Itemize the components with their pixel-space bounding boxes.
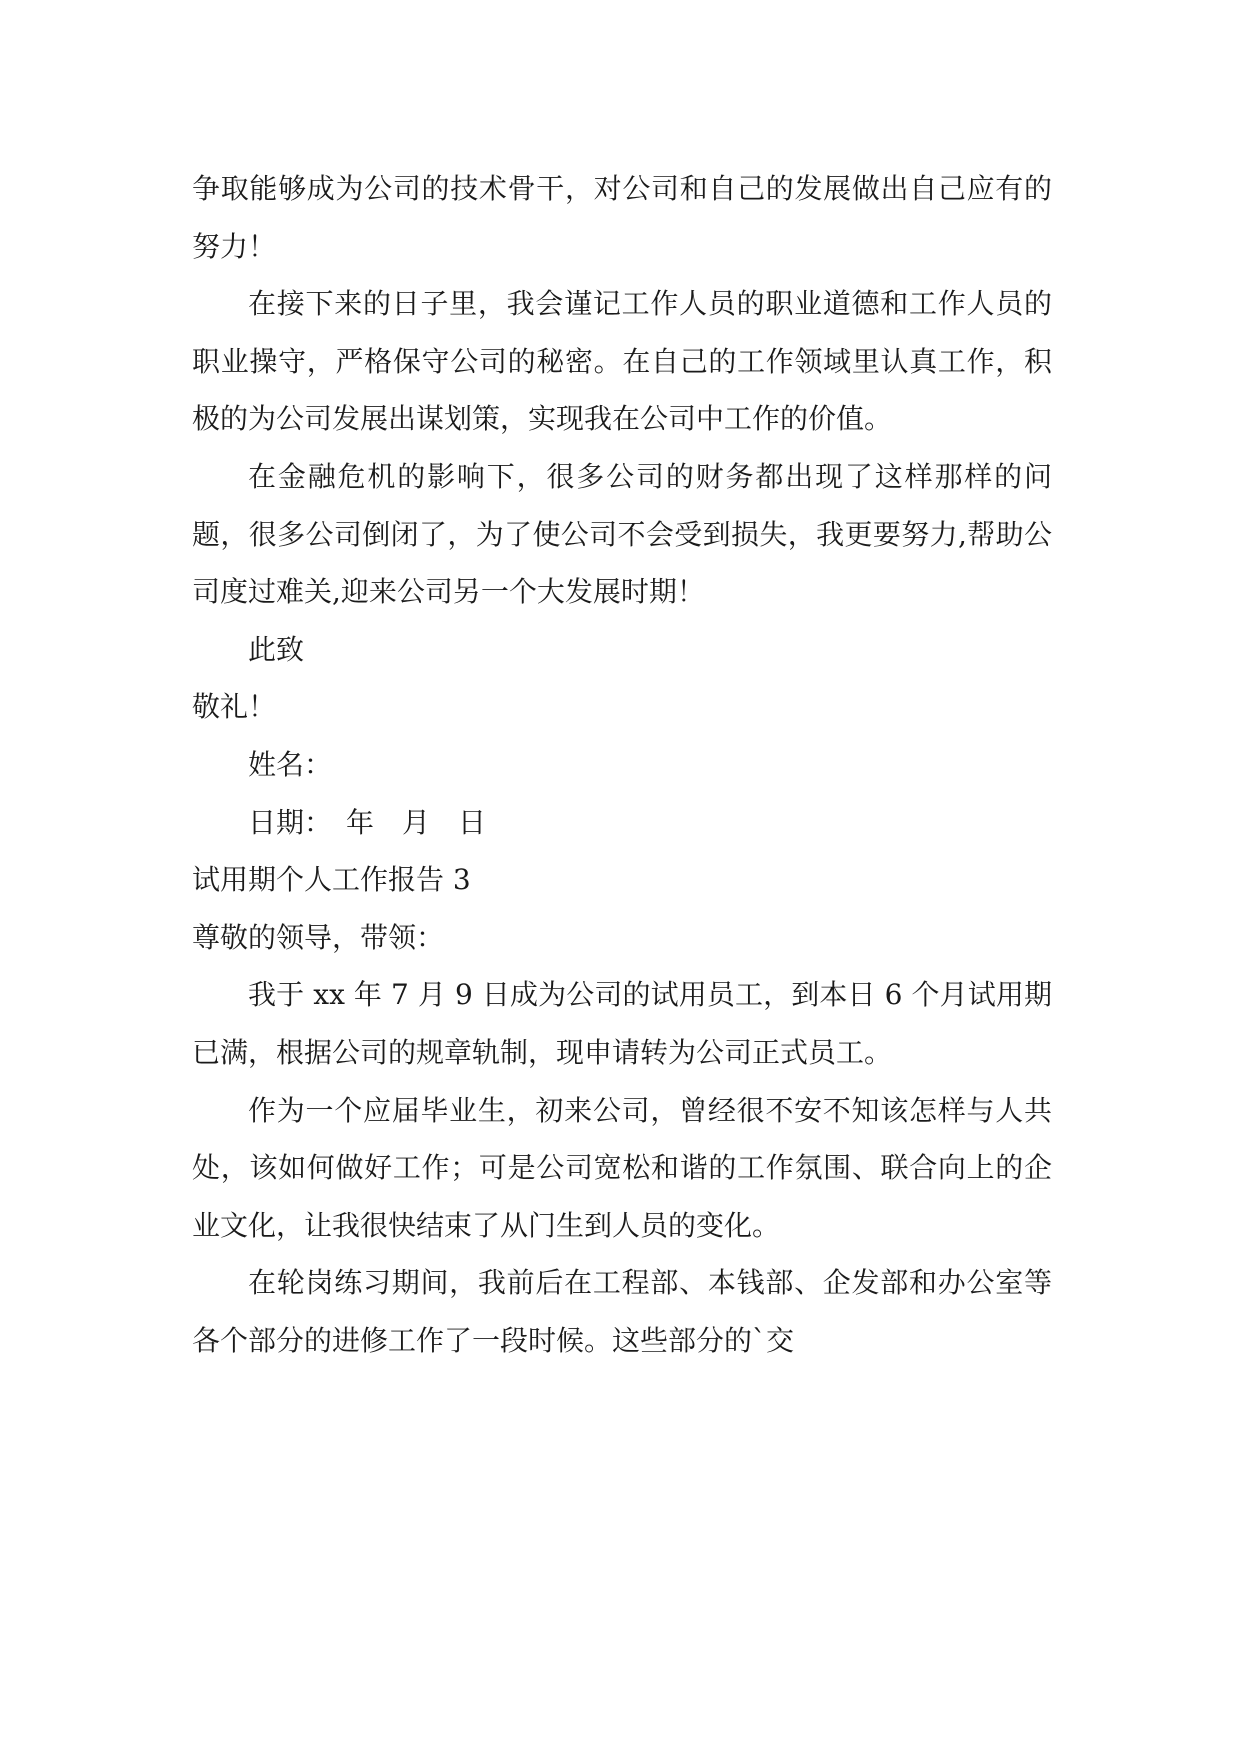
signature-date-field: 日期： 年 月 日 [248,805,487,839]
paragraph: 我于 xx 年 7 月 9 日成为公司的试用员工，到本日 6 个月试用期已满，根据公司的规章轨制，现申请转为公司正式员工。 [192,978,1052,1069]
signature-name-field: 姓名： [248,747,333,781]
document-body [192,160,1052,1369]
greeting: 尊敬的领导，带领： [192,920,445,954]
closing-regards: 敬礼！ [192,690,277,724]
closing-salutation: 此致 [248,632,305,666]
paragraph: 在金融危机的影响下，很多公司的财务都出现了这样那样的问题，很多公司倒闭了，为了使公司不会受到损失，我更要努力,帮助公司度过难关,迎来公司另一个大发展时期！ [192,459,1052,609]
paragraph: 在接下来的日子里，我会谨记工作人员的职业道德和工作人员的职业操守，严格保守公司的秘密。在自己的工作领域里认真工作，积极的为公司发展出谋划策，实现我在公司中工作的价值。 [192,287,1052,436]
paragraph: 争取能够成为公司的技术骨干，对公司和自己的发展做出自己应有的努力！ [192,172,1052,263]
paragraph: 作为一个应届毕业生，初来公司，曾经很不安不知该怎样与人共处，该如何做好工作；可是公司宽松和谐的工作氛围、联合向上的企业文化，让我很快结束了从门生到人员的变化。 [192,1093,1052,1242]
section-title: 试用期个人工作报告 3 [192,863,471,897]
paragraph: 在轮岗练习期间，我前后在工程部、本钱部、企发部和办公室等各个部分的进修工作了一段时候。这些部分的`交 [192,1266,1052,1357]
